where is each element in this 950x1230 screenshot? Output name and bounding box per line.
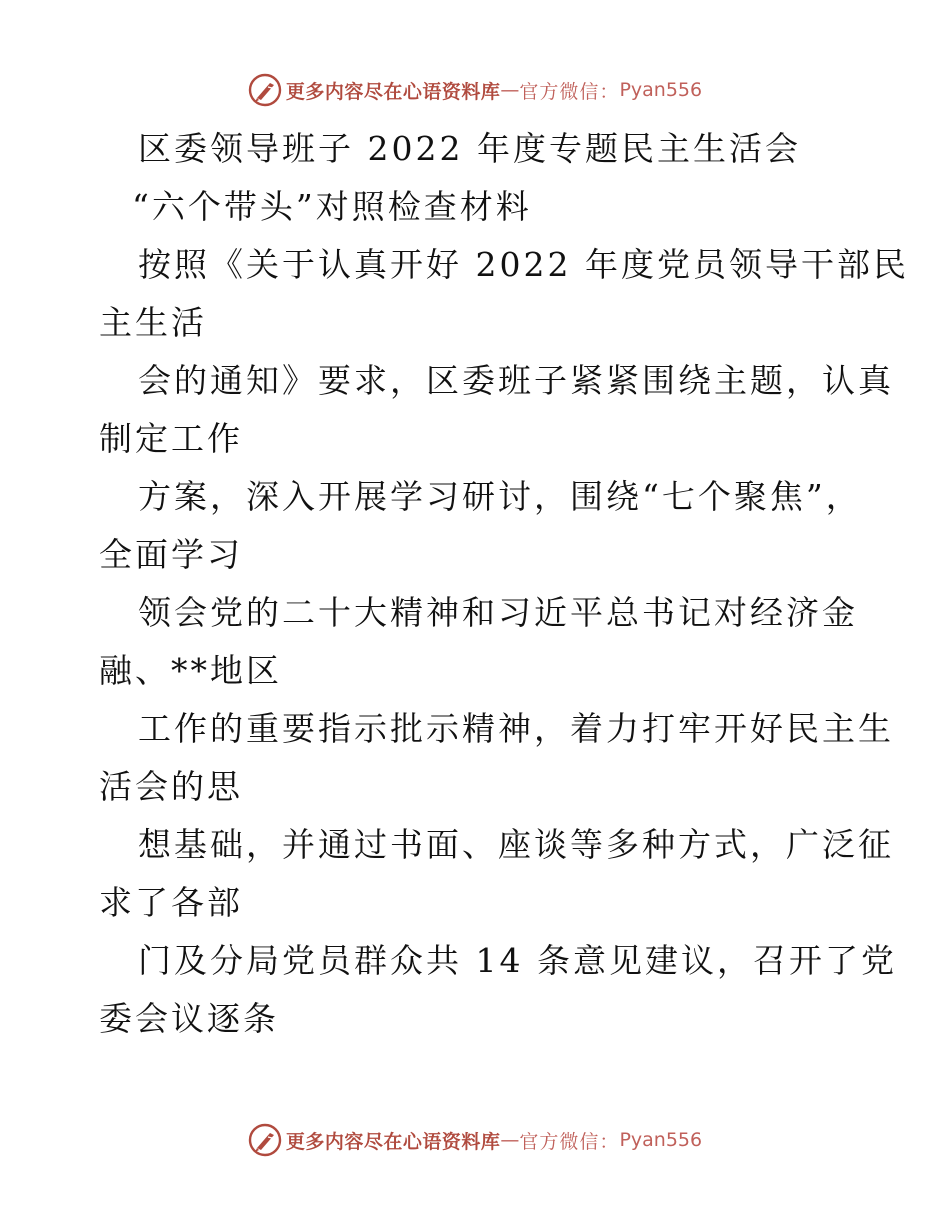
watermark-wechat-id: Pyan556 xyxy=(619,1129,703,1151)
body-line: 主生活 xyxy=(99,303,207,342)
quill-pen-icon xyxy=(248,1123,282,1157)
body-line: 委会议逐条 xyxy=(99,999,279,1038)
watermark-wechat-label: 官方微信： xyxy=(519,80,620,103)
body-line: 会的通知》要求，区委班子紧紧围绕主题，认真 xyxy=(138,361,894,400)
watermark-main-text: 更多内容尽在心语资料库 xyxy=(285,80,501,103)
document-title-line-2: “六个带头”对照检查材料 xyxy=(132,187,532,226)
body-line: 工作的重要指示批示精神，着力打牢开好民主生 xyxy=(138,709,894,748)
body-line: 按照《关于认真开好 2022 年度党员领导干部民 xyxy=(138,245,909,284)
watermark-banner-top xyxy=(0,70,950,110)
watermark-separator: — xyxy=(500,1129,520,1151)
watermark-banner-bottom xyxy=(0,1120,950,1160)
watermark-main-text: 更多内容尽在心语资料库 xyxy=(285,1130,501,1153)
watermark-separator: — xyxy=(500,79,520,101)
quill-pen-icon xyxy=(248,73,282,107)
body-line: 领会党的二十大精神和习近平总书记对经济金 xyxy=(138,593,858,632)
body-line: 融、**地区 xyxy=(99,651,282,690)
body-line: 全面学习 xyxy=(99,535,243,574)
body-line: 制定工作 xyxy=(99,419,243,458)
body-line: 求了各部 xyxy=(99,883,243,922)
body-line: 想基础，并通过书面、座谈等多种方式，广泛征 xyxy=(138,825,894,864)
watermark-wechat-id: Pyan556 xyxy=(619,79,703,101)
watermark-wechat-label: 官方微信： xyxy=(519,1130,620,1153)
body-line: 门及分局党员群众共 14 条意见建议，召开了党 xyxy=(138,941,897,980)
body-line: 方案，深入开展学习研讨，围绕“七个聚焦”， xyxy=(138,477,862,516)
document-title-line-1: 区委领导班子 2022 年度专题民主生活会 xyxy=(138,129,801,168)
body-line: 活会的思 xyxy=(99,767,243,806)
